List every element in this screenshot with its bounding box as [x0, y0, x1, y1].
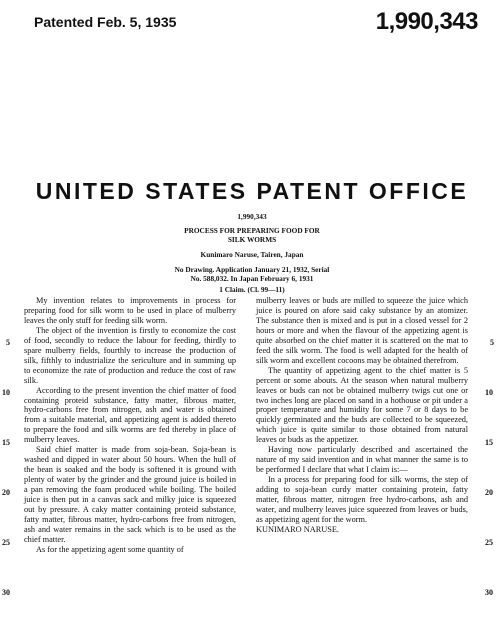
line-number: 5: [6, 338, 10, 347]
claim-text: In a process for preparing food for silk worms, the step of adding to soja-bean curdy matter containing protein, fatty matter, fibrous matter, nitrogen free hydro-carbons, ash and water, and mulberry leaves juice squeezed from leaves or buds, as appetizing agent for the worm.: [256, 475, 468, 524]
paragraph: According to the present invention the chief matter of food containing proteid substance, fatty matter, fibrous matter, hydro-carbons free from nitrogen, ash and water is obtained from a suitable material, and appetizing agent is added thereto to prepare the food and silk worms are fed thereby in place of mulberry leaves.: [24, 385, 236, 445]
claims-line: 1 Claim. (Cl. 99—11): [219, 285, 285, 294]
line-number: 20: [2, 488, 10, 497]
line-number: 20: [485, 488, 493, 497]
filing-line-2: No. 588,032. In Japan February 6, 1931: [190, 274, 314, 283]
line-number: 15: [485, 438, 493, 447]
line-number: 30: [2, 588, 10, 597]
line-number: 5: [490, 338, 494, 347]
patent-number: 1,990,343: [375, 8, 478, 35]
paragraph: Having now particularly described and ascertained the nature of my said invention and in what manner the same is to be performed I declare that what I claim is:—: [256, 445, 468, 475]
left-column: [24, 296, 236, 555]
signature: KUNIMARO NARUSE.: [256, 524, 339, 534]
line-number: 25: [2, 538, 10, 547]
sub-number: 1,990,343: [237, 212, 267, 221]
line-number: 10: [2, 388, 10, 397]
line-number: 15: [2, 438, 10, 447]
line-number: 10: [485, 388, 493, 397]
filing-line-1: No Drawing. Application January 21, 1932, Serial: [174, 265, 330, 274]
paragraph: The object of the invention is firstly to economize the cost of food, secondly to reduce the labour for feeding, thirdly to spare mulberry fields, fourthly to increase the production of silk, fifthly to industrialize the sericulture and in summing up to economize the rate of production and reduce the cost of raw silk.: [24, 325, 236, 385]
paragraph: mulberry leaves or buds are milled to squeeze the juice which juice is poured on afore said caky substance by an atomizer. The substance then is mixed and is put in a closed vessel for 2 hours or more and when the flavour of the appetizing agent is quite absorbed on the chief matter it is scattered on the mat to feed the silk worm. The food is well adapted for the health of silk worm and excellent cocoons may be obtained therefrom.: [256, 296, 468, 365]
line-number: 30: [485, 588, 493, 597]
patented-date: Patented Feb. 5, 1935: [34, 14, 177, 30]
title-line-2: SILK WORMS: [227, 235, 277, 244]
office-heading: UNITED STATES PATENT OFFICE: [35, 178, 469, 204]
paragraph: As for the appetizing agent some quantity of: [36, 544, 184, 554]
paragraph: The quantity of appetizing agent to the chief matter is 5 percent or some abouts. At the season when natural mulberry leaves or buds can not be obtained mulberry twigs cut one or two inches long are placed on sand in a hothouse or pit under a proper temperature and humidity for some 7 or 8 days to be quickly germinated and the buds are collected to be squeezed, which juice is quite similar to those obtained from natural leaves or buds as the appetizer.: [256, 365, 468, 445]
right-column: [256, 296, 468, 535]
paragraph: My invention relates to improvements in process for preparing food for silk worm to be used in place of mulberry leaves the only stuff for feeding silk worm.: [24, 296, 236, 325]
paragraph: Said chief matter is made from soja-bean. Soja-bean is washed and dipped in water about 50 hours. When the hull of the bean is soaked and the body is softened it is ground with plenty of water by the grinder and the ground juice is boiled in a pan removing the foam produced while boiling. The boiled juice is then put in a canvas sack and milky juice is squeezed out by pressure. A caky matter containing proteid substance, fatty matter, fibrous matter, hydro-carbons free from nitrogen, ash and water remains in the sack which is to be used as the chief matter.: [24, 445, 236, 544]
line-number: 25: [485, 538, 493, 547]
title-line-1: PROCESS FOR PREPARING FOOD FOR: [184, 226, 320, 235]
inventor-line: Kunimaro Naruse, Tairen, Japan: [200, 250, 304, 259]
